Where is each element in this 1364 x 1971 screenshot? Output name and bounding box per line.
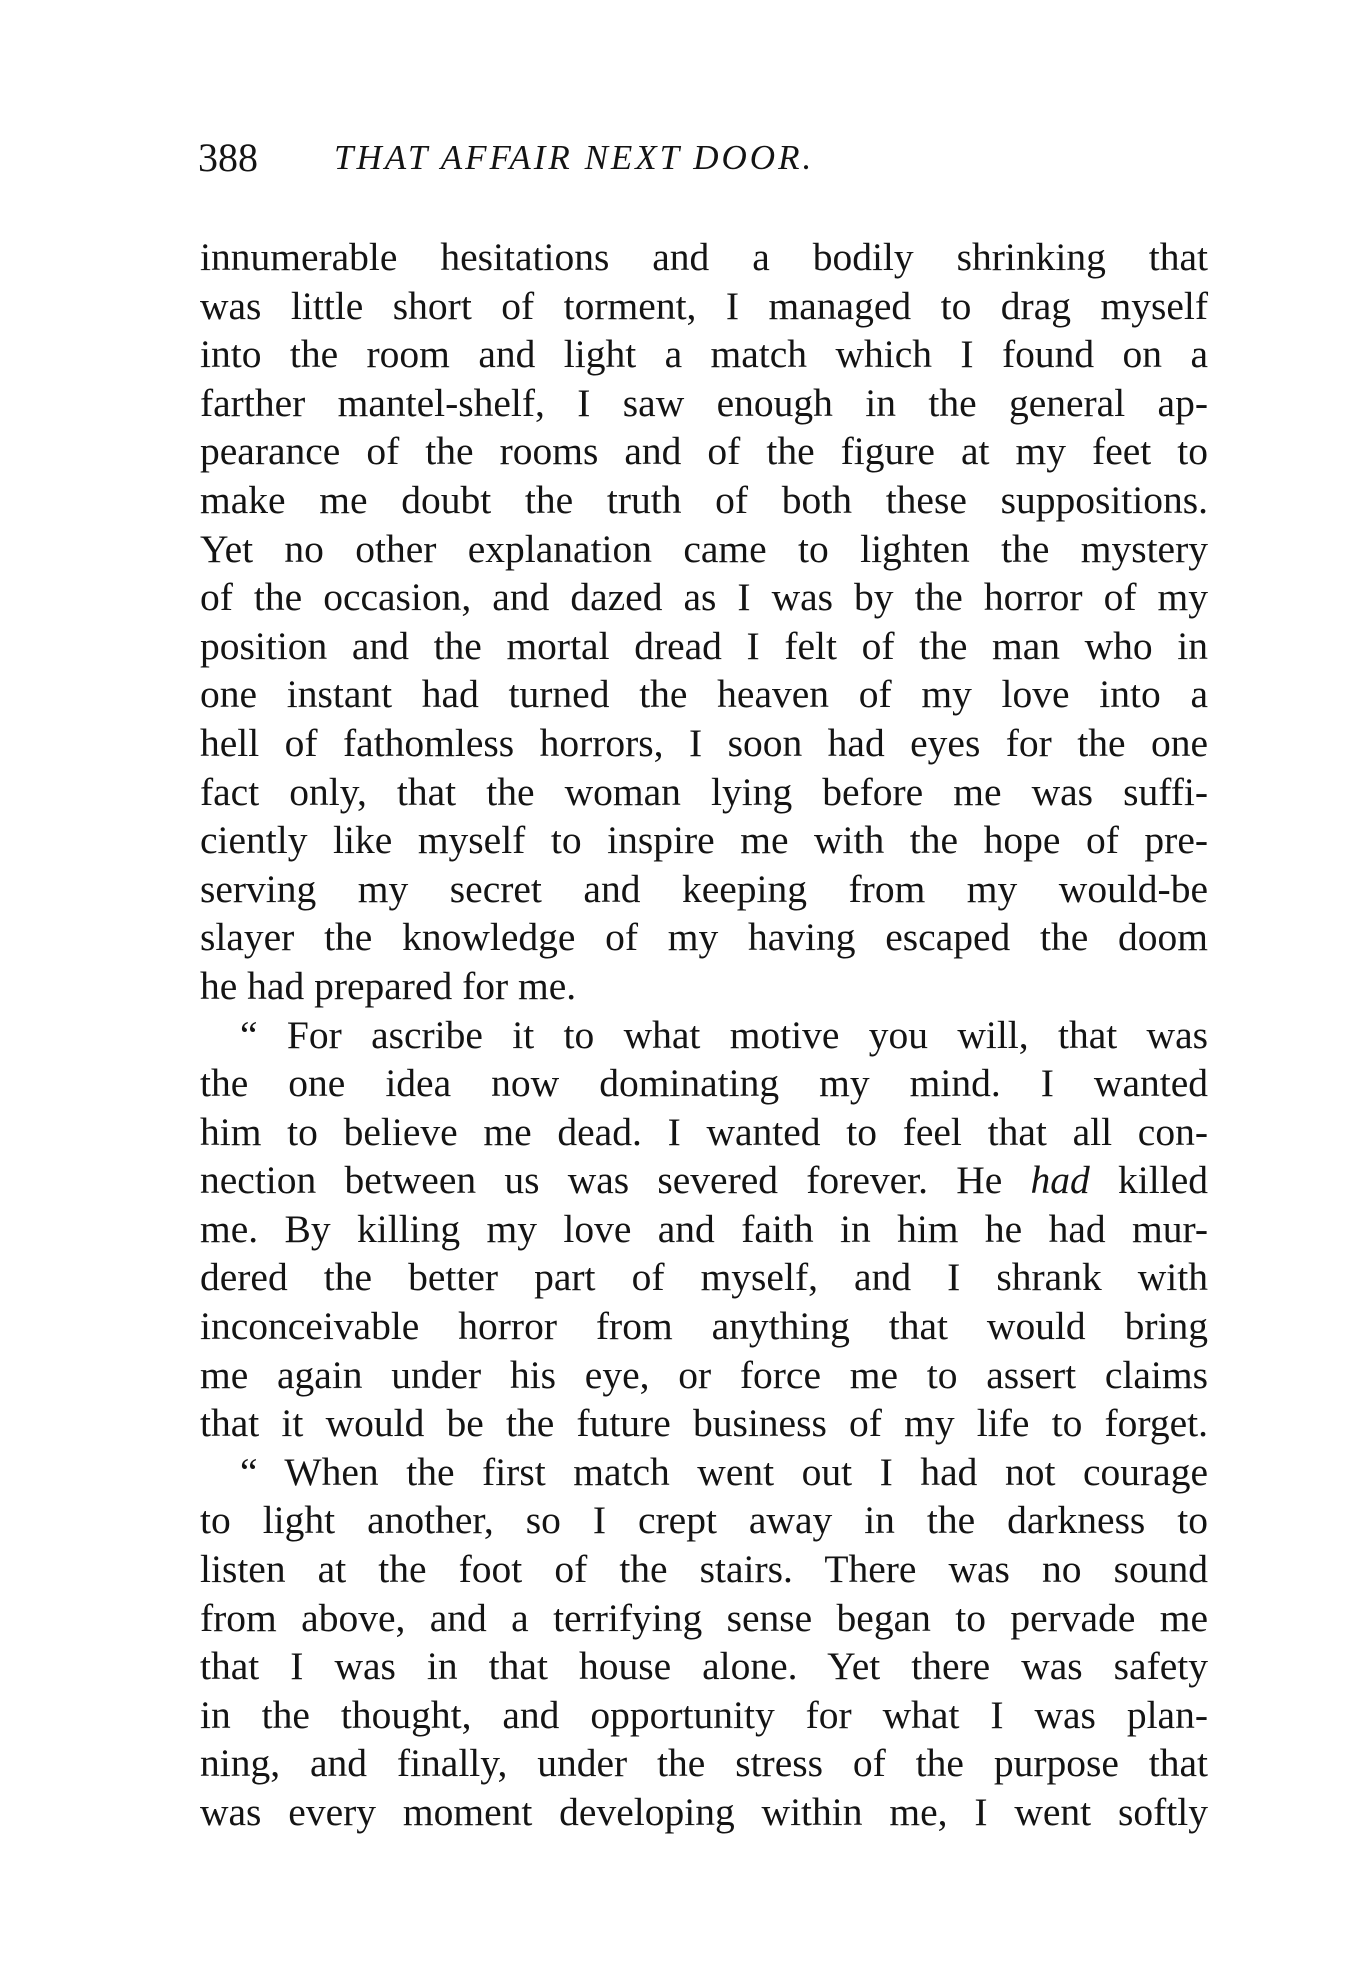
text-line-29: from above, and a terrifying sense began to pervade me xyxy=(200,1595,1208,1640)
body-text xyxy=(200,233,1208,1837)
text-line-20-start: nection between us was severed forever. He xyxy=(200,1158,1031,1203)
text-line-15: slayer the knowledge of my having escaped the doom xyxy=(200,915,1208,960)
text-line-17: “ For ascribe it to what motive you will, that was xyxy=(240,1012,1208,1057)
text-line-31: in the thought, and opportunity for what I was plan- xyxy=(200,1692,1208,1737)
text-line-3: into the room and light a match which I found on a xyxy=(200,332,1208,377)
text-line-26: “ When the first match went out I had not courage xyxy=(240,1449,1208,1494)
text-line-20 xyxy=(200,1156,1208,1205)
text-line-8: of the occasion, and dazed as I was by the horror of my xyxy=(200,575,1208,620)
text-line-11: hell of fathomless horrors, I soon had eyes for the one xyxy=(200,720,1208,765)
text-line-2: was little short of torment, I managed to drag myself xyxy=(200,283,1208,328)
text-line-4: farther mantel-shelf, I saw enough in the general ap- xyxy=(200,380,1208,425)
text-line-23: inconceivable horror from anything that would bring xyxy=(200,1304,1208,1349)
text-line-32: ning, and finally, under the stress of the purpose that xyxy=(200,1741,1208,1786)
text-line-10: one instant had turned the heaven of my love into a xyxy=(200,672,1208,717)
text-line-33: was every moment developing within me, I went softly xyxy=(200,1790,1208,1834)
text-line-5: pearance of the rooms and of the figure at my feet to xyxy=(200,429,1208,474)
page-header xyxy=(198,128,1208,188)
text-line-12: fact only, that the woman lying before me was suffi- xyxy=(200,769,1208,814)
text-line-13: ciently like myself to inspire me with the hope of pre- xyxy=(200,818,1208,863)
text-line-9: position and the mortal dread I felt of the man who in xyxy=(200,623,1208,668)
text-line-27: to light another, so I crept away in the darkness to xyxy=(200,1498,1208,1543)
text-line-6: make me doubt the truth of both these suppositions. xyxy=(200,477,1208,522)
text-line-25: that it would be the future business of my life to forget. xyxy=(200,1401,1208,1446)
text-line-21: me. By killing my love and faith in him he had mur- xyxy=(200,1206,1208,1251)
text-line-14: serving my secret and keeping from my would-be xyxy=(200,866,1208,911)
text-line-20-end: killed xyxy=(1089,1158,1208,1203)
text-line-22: dered the better part of myself, and I shrank with xyxy=(200,1255,1208,1300)
text-line-19: him to believe me dead. I wanted to feel that all con- xyxy=(200,1109,1208,1154)
text-line-18: the one idea now dominating my mind. I wanted xyxy=(200,1061,1208,1106)
text-line-7: Yet no other explanation came to lighten the mystery xyxy=(200,526,1208,571)
text-line-28: listen at the foot of the stairs. There was no sound xyxy=(200,1547,1208,1592)
text-line-1: innumerable hesitations and a bodily shrinking that xyxy=(200,235,1208,279)
text-line-30: that I was in that house alone. Yet there was safety xyxy=(200,1644,1208,1689)
running-title: THAT AFFAIR NEXT DOOR. xyxy=(334,138,815,177)
text-line-24: me again under his eye, or force me to assert claims xyxy=(200,1352,1208,1397)
page-number: 388 xyxy=(198,135,258,180)
emphasized-word: had xyxy=(1030,1158,1090,1203)
text-line-16: he had prepared for me. xyxy=(200,963,577,1008)
